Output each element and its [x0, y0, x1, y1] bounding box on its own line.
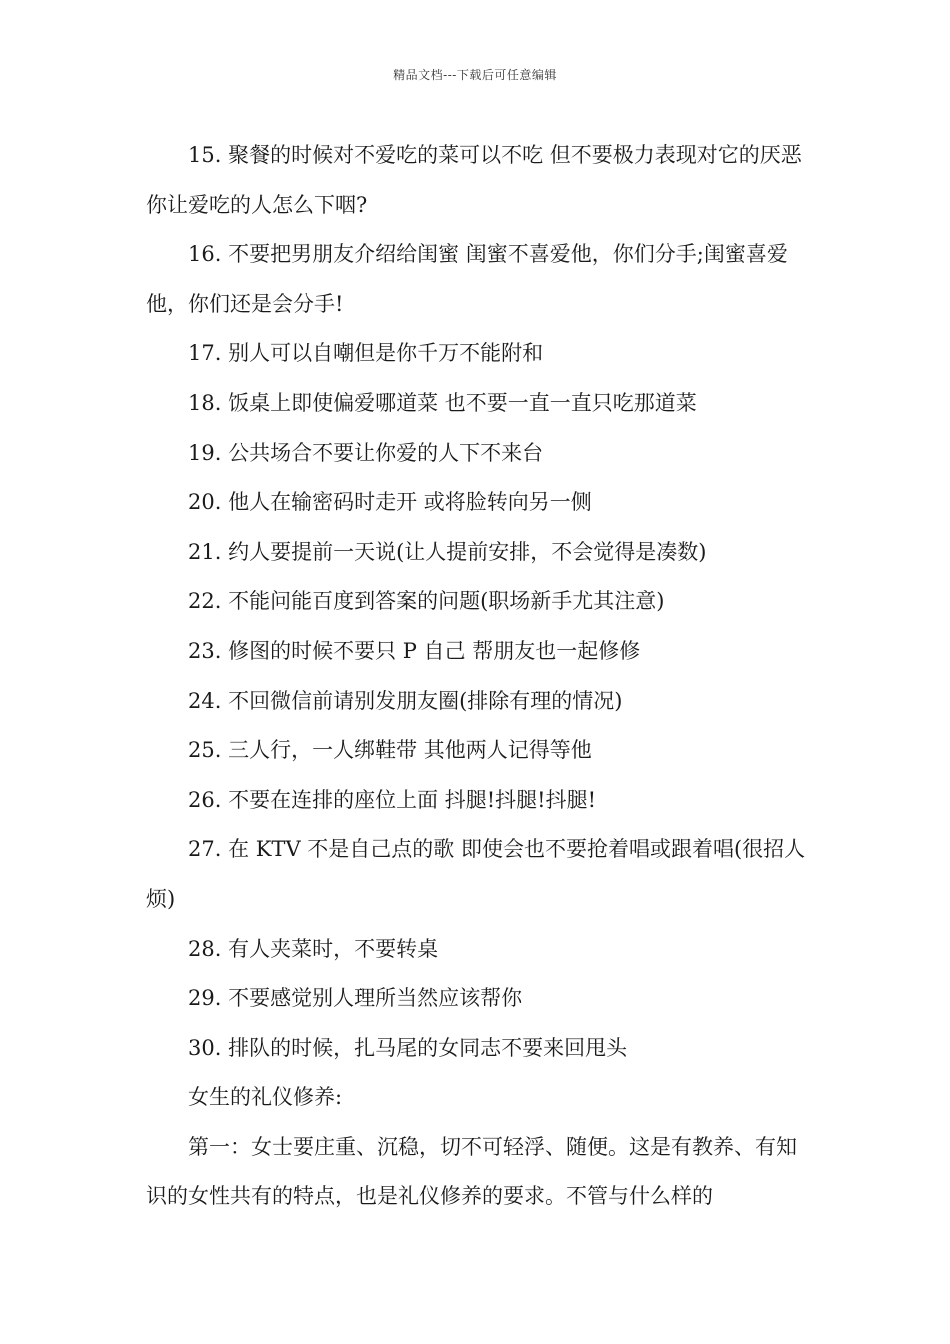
paragraph-item-18: 18. 饭桌上即使偏爱哪道菜 也不要一直一直只吃那道菜	[188, 390, 697, 415]
paragraph-item-21: 21. 约人要提前一天说(让人提前安排，不会觉得是凑数)	[188, 539, 707, 564]
paragraph-item-17: 17. 别人可以自嘲但是你千万不能附和	[188, 341, 544, 366]
paragraph-item-20: 20. 他人在输密码时走开 或将脸转向另一侧	[188, 490, 592, 515]
paragraph-item-26: 26. 不要在连排的座位上面 抖腿!抖腿!抖腿!	[188, 787, 597, 812]
page-header: 精品文档---下载后可任意编辑	[393, 68, 557, 82]
paragraph-item-29: 29. 不要感觉别人理所当然应该帮你	[188, 986, 523, 1011]
document-body	[146, 131, 810, 1222]
paragraph-item-24: 24. 不回微信前请别发朋友圈(排除有理的情况)	[188, 688, 623, 713]
paragraph-item-27: 27. 在 KTV 不是自己点的歌 即使会也不要抢着唱或跟着唱(很招人烦)	[146, 837, 806, 911]
paragraph-item-22: 22. 不能问能百度到答案的问题(职场新手尤其注意)	[188, 589, 665, 614]
paragraph-item-25: 25. 三人行，一人绑鞋带 其他两人记得等他	[188, 738, 592, 763]
paragraph-item-23: 23. 修图的时候不要只 P 自己 帮朋友也一起修修	[188, 638, 641, 663]
paragraph-item-19: 19. 公共场合不要让你爱的人下不来台	[188, 440, 544, 465]
paragraph-item-30: 30. 排队的时候，扎马尾的女同志不要来回甩头	[188, 1035, 628, 1060]
section-heading: 女生的礼仪修养:	[188, 1085, 343, 1110]
paragraph-item-16: 16. 不要把男朋友介绍给闺蜜 闺蜜不喜爱他，你们分手;闺蜜喜爱他，你们还是会分手!	[146, 242, 788, 316]
paragraph-item-28: 28. 有人夹菜时，不要转桌	[188, 936, 439, 961]
paragraph-first-point: 第一：女士要庄重、沉稳，切不可轻浮、随便。这是有教养、有知识的女性共有的特点，也是礼仪修养的要求。不管与什么样的	[146, 1134, 797, 1209]
paragraph-item-15: 15. 聚餐的时候对不爱吃的菜可以不吃 但不要极力表现对它的厌恶 你让爱吃的人怎么下咽?	[146, 143, 802, 217]
